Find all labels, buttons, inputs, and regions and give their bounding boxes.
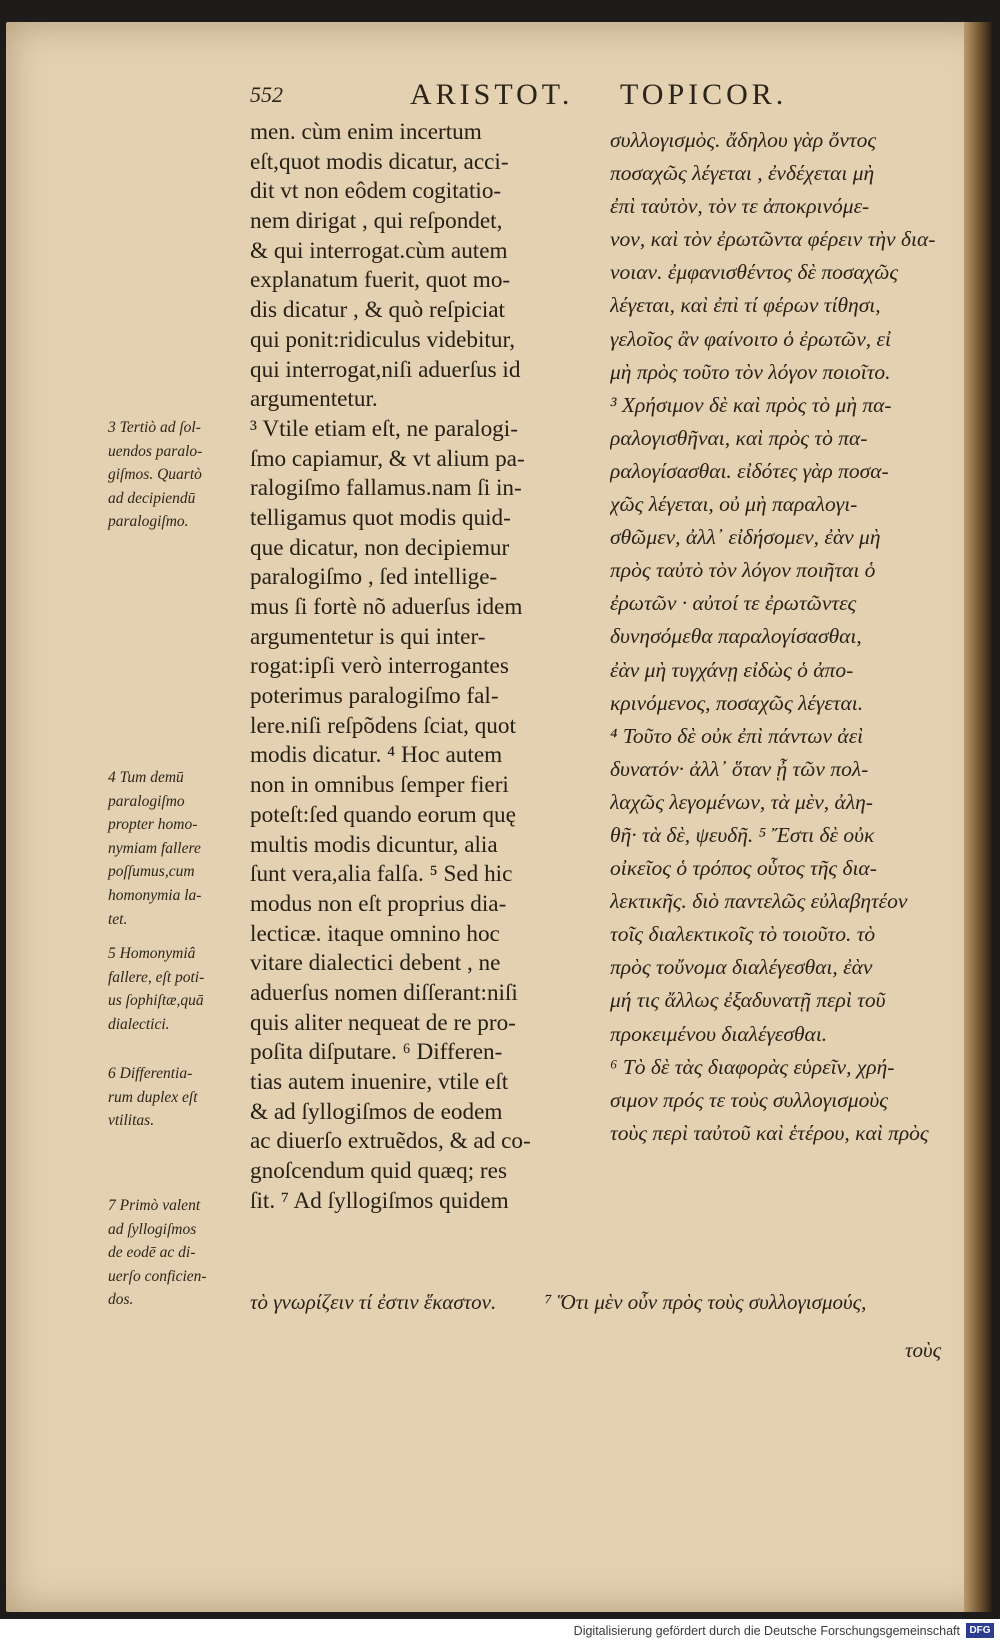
- latin-text-line: ralogiſmo fallamus.nam ſi in-: [250, 475, 522, 502]
- greek-text-line: δυνησόμεθα παραλογίσασθαι,: [610, 624, 862, 649]
- greek-text-line: νον, καὶ τὸν ἐρωτῶντα φέρειν τὴν δια-: [610, 227, 936, 252]
- latin-text-line: que dicatur, non decipiemur: [250, 534, 510, 561]
- latin-text-line: paralogiſmo , ſed intellige-: [250, 564, 498, 591]
- greek-text-line: προκειμένου διαλέγεσθαι.: [610, 1021, 828, 1046]
- latin-text-line: poteſt:ſed quando eorum quę: [250, 801, 516, 828]
- marginal-note-line: uerſo conficien-: [108, 1267, 207, 1285]
- marginal-note-line: fallere, eſt poti-: [108, 968, 205, 986]
- latin-text-line: rogat:ipſi verò interrogantes: [250, 653, 509, 680]
- marginal-note-line: 7 Primò valent: [108, 1197, 201, 1214]
- latin-text-line: tias autem inuenire, vtile eſt: [250, 1069, 509, 1095]
- latin-text-line: ſmo capiamur, & vt alium pa-: [250, 445, 525, 472]
- marginal-note-line: giſmos. Quartò: [108, 466, 202, 484]
- dfg-logo: DFG: [966, 1623, 994, 1638]
- latin-text-line: argumentetur is qui inter-: [250, 623, 486, 650]
- latin-text-line: modis dicatur. ⁴ Hoc autem: [250, 742, 503, 769]
- greek-text-line: λέγεται, καὶ ἐπὶ τί φέρων τίθησι,: [610, 293, 881, 318]
- greek-text-line: ἐρωτῶν · αὐτοί τε ἐρωτῶντες: [610, 591, 857, 616]
- marginal-note-line: ad decipiendū: [108, 489, 196, 507]
- marginal-note-line: de eodē ac di-: [108, 1244, 196, 1262]
- running-header: [250, 78, 810, 118]
- marginal-note-6: [108, 1062, 248, 1133]
- marginal-note-line: poſſumus,cum: [108, 863, 195, 881]
- latin-text-line: mus ſi fortè nõ aduerſus idem: [250, 594, 523, 620]
- greek-text-line: θῆ· τὰ δὲ, ψευδῆ. ⁵ Ἔστι δὲ οὐκ: [610, 822, 875, 847]
- greek-text-line: κρινόμενος, ποσαχῶς λέγεται.: [610, 690, 864, 715]
- greek-text-line: ραλογίσασθαι. εἰδότες γὰρ ποσα-: [610, 458, 889, 483]
- greek-text-line: ἐὰν μὴ τυγχάνῃ εἰδὼς ὁ ἀπο-: [610, 657, 854, 682]
- latin-text-line: men. cùm enim incertum: [250, 119, 482, 145]
- marginal-note-line: vtilitas.: [108, 1112, 155, 1130]
- marginal-note-7: [108, 1194, 248, 1312]
- page-number: 552: [250, 82, 283, 107]
- greek-text-line: πρὸς τοὔνομα διαλέγεσθαι, ἐὰν: [610, 955, 873, 980]
- latin-text-line: nem dirigat , qui reſpondet,: [250, 208, 503, 235]
- marginal-note-5: [108, 942, 248, 1036]
- greek-text-line: λαχῶς λεγομένων, τὰ μὲν, ἀλη-: [610, 789, 873, 814]
- marginal-note-line: paralogiſmo: [108, 792, 185, 810]
- header-author: ARISTOT.: [410, 78, 574, 111]
- marginal-note-line: 3 Tertiò ad ſol-: [108, 419, 201, 436]
- latin-text-line: argumentetur.: [250, 386, 378, 413]
- banner-text: Digitalisierung gefördert durch die Deutsche Forschungsgemeinschaft: [573, 1624, 960, 1638]
- latin-text-line: ac diuerſo extruẽdos, & ad co-: [250, 1128, 531, 1155]
- greek-text-line: νοιαν. ἐμφανισθέντος δὲ ποσαχῶς: [610, 260, 899, 285]
- page-spine-edge: [964, 22, 992, 1612]
- greek-text-line: λεκτικῆς. διὸ παντελῶς εὐλαβητέον: [610, 889, 908, 914]
- latin-text-line: multis modis dicuntur, alia: [250, 831, 498, 858]
- latin-text-line: vitare dialectici debent , ne: [250, 950, 501, 977]
- marginal-note-line: us ſophiſtæ,quā: [108, 992, 204, 1010]
- greek-text-line: ⁴ Τοῦτο δὲ οὐκ ἐπὶ πάντων ἀεὶ: [610, 723, 864, 748]
- greek-text-line: συλλογισμὸς. ἄδηλου γὰρ ὄντος: [610, 128, 877, 152]
- digitization-banner: [0, 1619, 1000, 1643]
- marginal-note-3: [108, 416, 248, 534]
- greek-text-line: δυνατόν· ἀλλ᾽ ὅταν ᾖ τῶν πολ-: [610, 756, 869, 781]
- marginal-note-line: ad ſyllogiſmos: [108, 1220, 197, 1238]
- latin-text-line: dit vt non eôdem cogitatio-: [250, 178, 502, 205]
- latin-text-line: lere.niſi reſpõdens ſciat, quot: [250, 712, 516, 739]
- latin-text-line: eſt,quot modis dicatur, acci-: [250, 148, 509, 175]
- latin-text-line: & ad ſyllogiſmos de eodem: [250, 1098, 503, 1125]
- latin-text-line: gnoſcendum quid quæq; res: [250, 1158, 507, 1185]
- greek-text-line: μὴ πρὸς τοῦτο τὸν λόγον ποιοῖτο.: [610, 359, 891, 384]
- greek-text-line: πρὸς ταὐτὸ τὸν λόγον ποιῆται ὁ: [610, 558, 876, 583]
- marginal-note-line: homonymia la-: [108, 886, 202, 904]
- greek-text-line: ποσαχῶς λέγεται , ἐνδέχεται μὴ: [610, 161, 875, 186]
- latin-text-line: explanatum fuerit, quot mo-: [250, 267, 511, 294]
- latin-text-line: non in omnibus ſemper fieri: [250, 772, 509, 799]
- catchword: τοὺς: [905, 1338, 942, 1362]
- greek-text-line: σιμον πρός τε τοὺς συλλογισμοὺς: [610, 1087, 888, 1112]
- latin-text-line: poſita diſputare. ⁶ Differen-: [250, 1039, 503, 1066]
- greek-text-line: χῶς λέγεται, οὐ μὴ παραλογι-: [610, 492, 858, 517]
- marginal-note-line: tet.: [108, 910, 128, 928]
- greek-text-line: ³ Χρήσιμον δὲ καὶ πρὸς τὸ μὴ πα-: [610, 392, 892, 417]
- header-work: TOPICOR.: [620, 78, 788, 111]
- latin-text-line: aduerſus nomen diſſerant:niſi: [250, 979, 518, 1006]
- greek-text-line: μή τις ἄλλως ἐξαδυνατῇ περὶ τοῦ: [610, 988, 886, 1013]
- footer-greek-line-right: ⁷ Ὅτι μὲν οὖν πρὸς τοὺς συλλογισμούς,: [545, 1290, 867, 1314]
- latin-text-line: dis dicatur , & quò reſpiciat: [250, 297, 505, 324]
- footer-greek-line-left: τὸ γνωρίζειν τί ἐστιν ἕκαστον.: [250, 1290, 497, 1314]
- marginal-note-4: [108, 766, 248, 931]
- greek-text-line: ἐπὶ ταὐτὸν, τὸν τε ἀποκρινόμε-: [610, 194, 870, 219]
- latin-text-line: lecticæ. itaque omnino hoc: [250, 920, 500, 947]
- marginal-note-line: uendos paralo-: [108, 442, 203, 460]
- latin-text-column: [250, 118, 598, 1216]
- marginal-note-line: nymiam fallere: [108, 839, 201, 857]
- latin-text-line: telligamus quot modis quid-: [250, 504, 511, 531]
- greek-text-line: γελοῖος ἂν φαίνοιτο ὁ ἐρωτῶν, εἰ: [610, 326, 891, 351]
- greek-text-line: ραλογισθῆναι, καὶ πρὸς τὸ πα-: [610, 425, 868, 450]
- marginal-note-line: rum duplex eſt: [108, 1088, 198, 1106]
- marginal-note-line: 4 Tum demū: [108, 769, 184, 786]
- greek-text-column: [610, 124, 965, 1150]
- marginal-note-line: dos.: [108, 1291, 134, 1309]
- marginal-note-line: dialectici.: [108, 1015, 170, 1033]
- latin-text-line: poterimus paralogiſmo fal-: [250, 683, 499, 710]
- latin-text-line: quis aliter nequeat de re pro-: [250, 1009, 516, 1036]
- latin-text-line: qui ponit:ridiculus videbitur,: [250, 326, 516, 353]
- marginal-note-line: paralogiſmo.: [108, 513, 189, 531]
- latin-text-line: ſit. ⁷ Ad ſyllogiſmos quidem: [250, 1187, 509, 1214]
- latin-text-line: ſunt vera,alia falſa. ⁵ Sed hic: [250, 861, 513, 888]
- latin-text-line: ³ Vtile etiam eſt, ne paralogi-: [250, 415, 518, 442]
- greek-text-line: τοὺς περὶ ταὐτοῦ καὶ ἑτέρου, καὶ πρὸς: [610, 1120, 929, 1145]
- marginal-note-line: 5 Homonymiâ: [108, 945, 196, 962]
- marginal-note-line: 6 Differentia-: [108, 1065, 193, 1082]
- greek-text-line: οἰκεῖος ὁ τρόπος οὗτος τῆς δια-: [610, 856, 877, 881]
- marginal-note-line: propter homo-: [108, 816, 198, 834]
- latin-text-line: modus non eſt proprius dia-: [250, 890, 507, 917]
- latin-text-line: qui interrogat,niſi aduerſus id: [250, 356, 521, 383]
- greek-text-line: ⁶ Τὸ δὲ τὰς διαφορὰς εὑρεῖν, χρή-: [610, 1054, 895, 1079]
- greek-text-line: τοῖς διαλεκτικοῖς τὸ τοιοῦτο. τὸ: [610, 922, 876, 947]
- greek-text-line: σθῶμεν, ἀλλ᾽ εἰδήσομεν, ἐὰν μὴ: [610, 525, 881, 550]
- latin-text-line: & qui interrogat.cùm autem: [250, 237, 508, 264]
